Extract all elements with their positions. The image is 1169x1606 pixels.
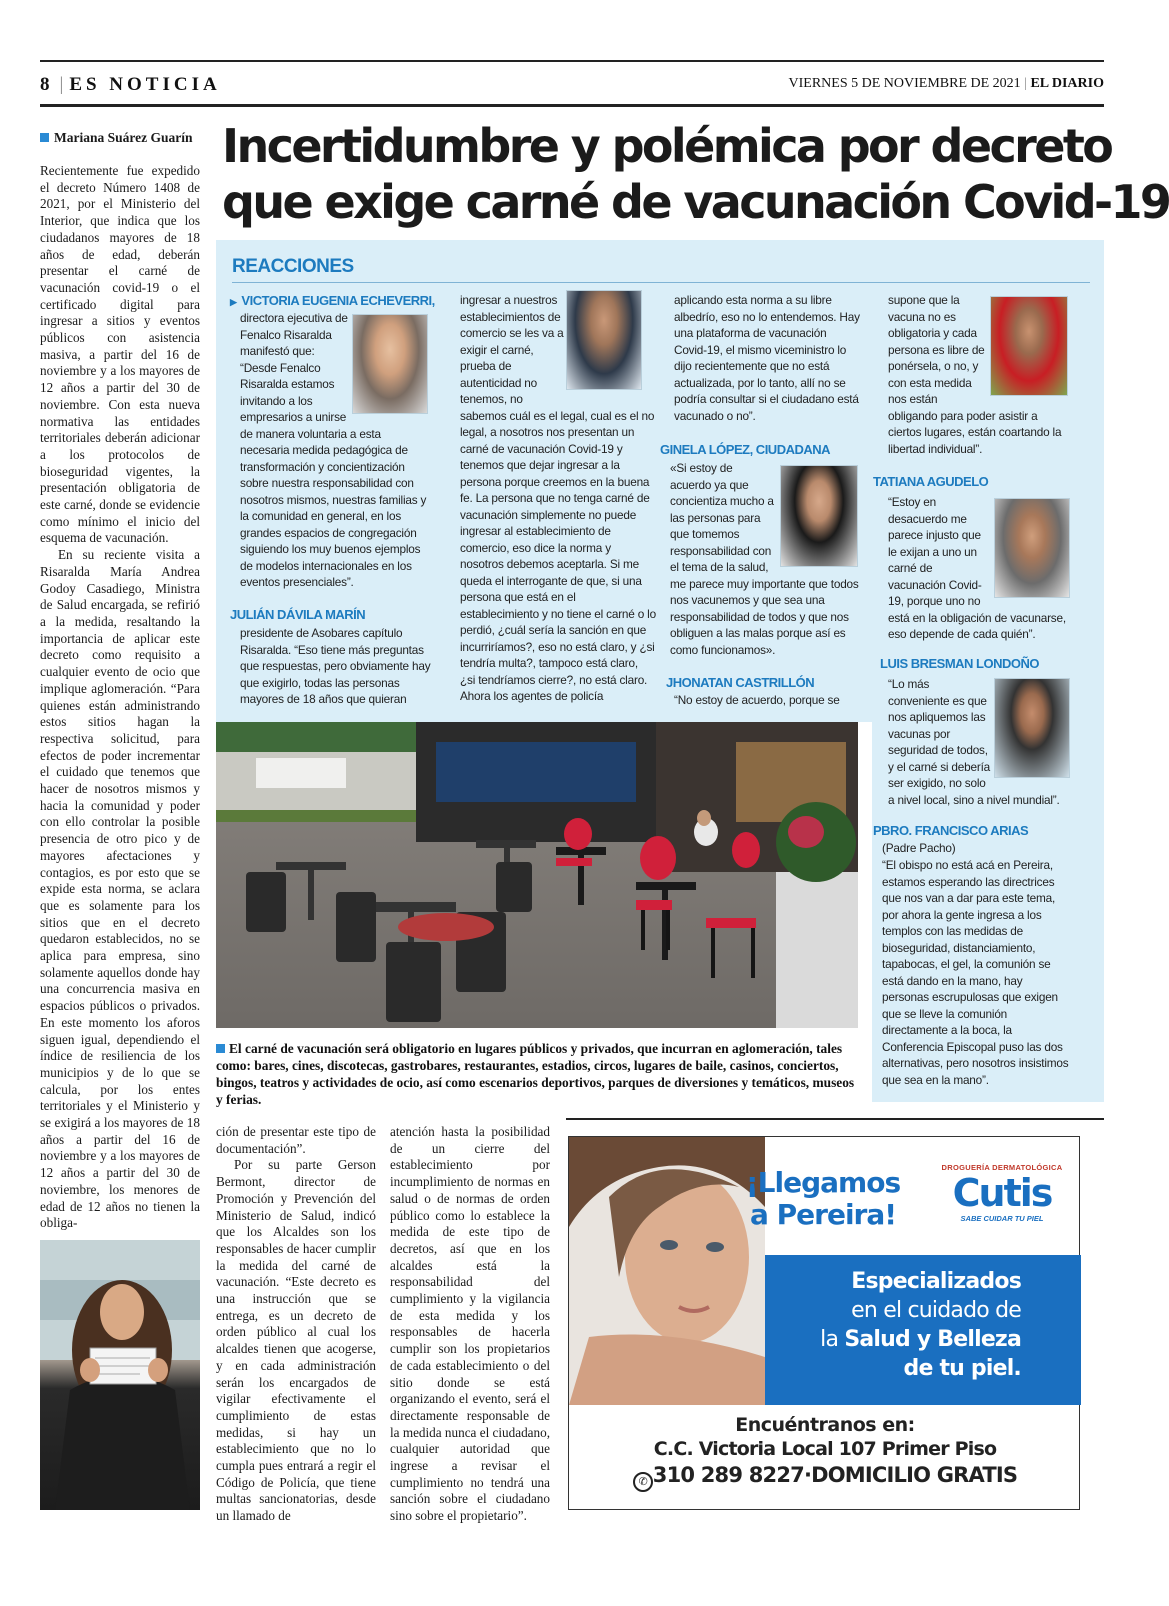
reaction-text: presidente de Asobares capítulo Risaralda. “Eso tiene más preguntas que respuestas, pero obviamente hay que exigirlo, todas las personas mayores de 18 años que quieran	[240, 626, 431, 706]
article-column-3	[390, 1124, 551, 1524]
ad-headline: ¡Llegamos a Pereira!	[745, 1166, 901, 1231]
section-header: 8 | ES NOTICIA	[40, 74, 221, 95]
reaction-text: “Estoy en desacuerdo me parece injusto que le exijan a uno un carné de vacunación Covid-19, porque uno no está en la obligación de vacunarse, eso depende de cada quién”.	[888, 495, 1066, 641]
reaction-text: ingresar a nuestros establecimientos de comercio se les va a exigir el carné, prueba de autenticidad no tenemos, no sabemos cuál es el legal, cual es el no legal, a nosotros nos presentan un carné de vacunación Covid-19 y tenemos que dejar ingresar a la persona porque creemos en la buena fe. La persona que no tenga carné de vacunación simplemente no puede ingresar al establecimiento de comercio, eso dice la norma y nosotros debemos aceptarla. Si me queda el interrogante de que, si una persona que está en el establecimiento y no tiene el carné o lo perdió, ¿cuál sería la sanción en que incurriríamos?, eso no está claro, y ¿si tendría multa?, tampoco está claro, ¿si tendríamos cierre?, no está claro. Ahora los agentes de policía	[460, 293, 656, 703]
article-paragraph: atención hasta la posibilidad de un cierre del establecimiento por incumplimiento de normas en salud o de normas de orden público como lo establece la medida de este tipo de decretos, así que en los alcaldes está la responsabilidad del cumplimiento y la vigilancia de esta medida y los responsables de hacerla cumplir son los propietarios de cada establecimiento o del sitio donde se está organizando el evento, será el directamente responsable de la medida nunca el ciudadano, cualquier autoridad que ingrese a revisar el cumplimiento no tendrá una sanción sobre el ciudadano sino sobre el propietario”.	[390, 1124, 551, 1524]
ad-phone: 310 289 8227	[652, 1463, 804, 1487]
cutis-logo: DROGUERÍA DERMATOLÓGICA Cutis SABE CUIDAR TU PIEL	[941, 1163, 1063, 1223]
author-name: Mariana Suárez Guarín	[54, 130, 193, 145]
header-rule	[40, 104, 1104, 107]
reactions-rule	[232, 282, 1090, 283]
article-paragraph: En su reciente visita a Risaralda María Andrea Godoy Casadiego, Ministra de Salud encargada, se refirió a la medida, resaltando la importancia de aplicar este decreto como requisito a cualquier evento de ocio que implique aglomeración. “Para quienes están administrando estos sitios hagan la respectiva solicitud, para efectos de poder incrementar el cuidado que tenemos que hacer de nosotros mismos y hacia la comunidad y poder con ello controlar la posible presencia de otro pico y de mayores afectaciones y contagios, es por esto que se expide esta norma, se aclara que es solamente para los sitios que en el decreto quedaron establecidos, no se aplica para empresa, sino solamente aquellos donde hay una concurrencia masiva en espacios públicos o privados. En este momento los aforos siguen igual, dependiendo el índice de resiliencia de los municipios y de lo que se calcula, por los entes territoriales y el Ministerio y se exigirá a los mayores de 18 años a partir del 16 de noviembre y a los mayores de 12 años a partir del 30 de noviembre, los menores de edad de 12 años no tienen la obliga-	[40, 547, 200, 1231]
reaction-text: “No estoy de acuerdo, porque se	[674, 693, 840, 707]
article-paragraph: ción de presentar este tipo de documentación”.	[216, 1124, 376, 1156]
reaction-name: ▶ VICTORIA EUGENIA ECHEVERRI,	[230, 293, 435, 308]
reaction-name: GINELA LÓPEZ, CIUDADANA	[660, 442, 831, 457]
photo-caption: El carné de vacunación será obligatorio en lugares públicos y privados, que incurran en aglomeración, tales como: bares, cines, discotecas, gastrobares, restaurantes, estadios, circos, lugares de baile, casinos, conciertos, bingos, teatros y actividades de ocio, así como escenarios deportivos, parques de diversiones y temáticos, museos y ferias.	[216, 1041, 855, 1107]
reaction-name: TATIANA AGUDELO	[873, 474, 989, 489]
reaction-name: JULIÁN DÁVILA MARÍN	[230, 607, 366, 622]
reaction-text: “El obispo no está acá en Pereira, estamos esperando las directrices que nos van a dar para este tema, por ahora la gente ingresa a los templos con las medidas de bioseguridad, distanciamiento, tapabocas, el gel, la comunión se está dando en la mano, hay personas escrupulosas que exigen que se lleve la comunión directamente a la boca, la Conferencia Episcopal puso las dos alternativas, pero nosotros insistimos que sea en la mano”.	[882, 858, 1069, 1087]
reaction-name: LUIS BRESMAN LONDOÑO	[880, 656, 1039, 671]
restaurant-terrace-photo	[216, 722, 858, 1028]
issue-date: VIERNES 5 DE NOVIEMBRE DE 2021	[788, 76, 1021, 91]
issue-info: VIERNES 5 DE NOVIEMBRE DE 2021 | EL DIARIO	[788, 76, 1104, 91]
reaction-text: supone que la vacuna no es obligatoria y cada persona es libre de ponérsela, o no, y con esta medida nos están obligando para poder asistir a ciertos lugares, están coartando la libertad individual”.	[888, 293, 1062, 456]
reaction-text: directora ejecutiva de Fenalco Risaralda manifestó que: “Desde Fenalco Risaralda estamos invitando a los empresarios a unirse de manera voluntaria a esta necesaria medida pedagógica de transformación y concientización sobre nuestra responsabilidad con nosotros mismos, nuestras familias y la comunidad en general, en los grandes espacios de congregación siguiendo los muy buenos ejemplos de modelos internacionales en los eventos presenciales”.	[240, 311, 427, 589]
reactions-title: REACCIONES	[232, 256, 354, 277]
ad-contact: Encuéntranos en: C.C. Victoria Local 107 Primer Piso ✆ 310 289 8227·DOMICILIO GRATIS	[569, 1413, 1081, 1492]
top-rule	[40, 60, 1104, 62]
ad-band-text: Especializados en el cuidado de la Salud y Belleza de tu piel.	[820, 1269, 1021, 1381]
article-paragraph: Por su parte Gerson Bermont, director de Promoción y Prevención del Ministerio de Salud, indicó que los Alcaldes son los responsables de hacer cumplir la medida del carné de vacunación. “Este decreto es una instrucción que se entrega, es un decreto de orden público al cual los alcaldes tienen que acogerse, y en cada administración serán los encargados de vigilar efectivamente el cumplimiento de estas medidas, si hay un establecimiento que no lo cumpla pues entrará a regir el Código de Policía, que tiene multas sancionatorias, desde un llamado de	[216, 1157, 376, 1524]
article-column-2	[216, 1124, 376, 1524]
headline-line-2: que exige carné de vacunación Covid-19	[222, 175, 1169, 229]
paper-name: EL DIARIO	[1030, 76, 1104, 91]
reaction-text: «Si estoy de acuerdo ya que concientiza mucho a las personas para que tomemos responsabilidad con el tema de la salud, me parece muy importante que todos nos vacunemos y que sea una responsabilidad de todos y que nos obliguen a las malas porque así es como funcionamos».	[670, 461, 859, 657]
section-name: ES NOTICIA	[69, 74, 221, 95]
reaction-subtitle: (Padre Pacho)	[882, 841, 956, 855]
cutis-advertisement	[568, 1136, 1080, 1510]
headline	[222, 118, 1169, 230]
woman-with-card-photo	[40, 1240, 200, 1510]
headline-line-1: Incertidumbre y polémica por decreto	[222, 119, 1112, 173]
article-column-1	[40, 163, 200, 1240]
reaction-name: JHONATAN CASTRILLÓN	[666, 675, 815, 690]
phone-icon: ✆	[633, 1472, 653, 1492]
ad-rule	[566, 1118, 1104, 1120]
byline	[40, 130, 193, 146]
page-number: 8	[40, 74, 54, 95]
article-paragraph: Recientemente fue expedido el decreto Número 1408 de 2021, por el Ministerio del Interior, que indica que los ciudadanos mayores de 18 años de edad, deberán presentar el carné de vacunación covid-19 o el certificado digital para ingresar a sitios y eventos públicos con asistencia masiva, a partir del 16 de noviembre y a los mayores de 12 años a partir del 30 de noviembre. Con esta nueva normativa las entidades territoriales deberán adicionar a los protocolos de bioseguridad vigentes, la presentación obligatoria de este carné, donde se evidencie como mínimo el inicio del esquema de vacunación.	[40, 163, 200, 546]
reaction-text: “Lo más conveniente es que nos apliquemos las vacunas por seguridad de todos, y el carné si debería ser exigido, no solo a nivel local, sino a nivel mundial”.	[888, 677, 1060, 807]
reaction-text: aplicando esta norma a su libre albedrío, eso no lo entendemos. Hay una plataforma de vacunación Covid-19, el mismo viceministro lo dijo recientemente que no está actualizada, por lo tanto, allí no se podría consultar si el ciudadano está vacunado o no”.	[674, 293, 860, 423]
ad-delivery: DOMICILIO GRATIS	[811, 1463, 1018, 1487]
reaction-name: PBRO. FRANCISCO ARIAS	[873, 823, 1029, 838]
